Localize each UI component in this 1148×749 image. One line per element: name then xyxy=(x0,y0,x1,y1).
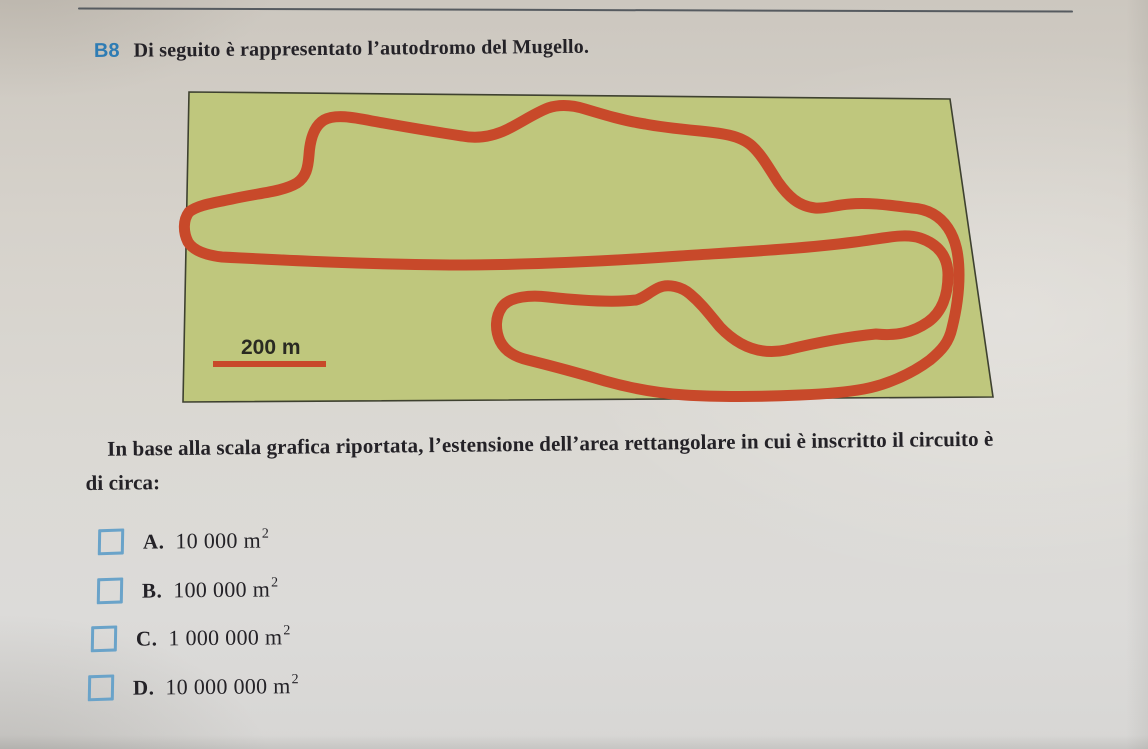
option-value-d xyxy=(165,673,298,700)
option-checkbox-d[interactable] xyxy=(88,674,114,701)
mugello-circuit-svg xyxy=(170,84,1005,410)
option-number-a: 10 000 xyxy=(175,527,238,554)
option-row-a xyxy=(98,526,269,557)
option-unit-c: m xyxy=(264,624,283,650)
page-bottom-shadow xyxy=(0,735,1148,749)
scale-label: 200 m xyxy=(241,336,301,359)
option-letter-b: B. xyxy=(141,577,163,603)
question-id: B8 xyxy=(93,39,120,62)
option-exponent-a: 2 xyxy=(261,526,270,542)
question-header xyxy=(94,32,994,63)
question-line-2: di circa: xyxy=(85,470,161,495)
option-exponent-c: 2 xyxy=(283,622,291,638)
option-exponent-b: 2 xyxy=(270,575,279,591)
option-letter-a: A. xyxy=(142,528,165,554)
page-edge-shadow xyxy=(1126,0,1148,749)
track-map-figure xyxy=(170,84,1005,410)
option-row-d xyxy=(88,671,298,703)
option-unit-d: m xyxy=(273,673,291,699)
question-intro: Di seguito è rappresentato l’autodromo del Mugello. xyxy=(133,35,590,62)
option-checkbox-c[interactable] xyxy=(91,625,117,652)
option-number-d: 10 000 000 xyxy=(165,673,268,700)
page-top-rule xyxy=(78,7,1073,12)
option-value-a xyxy=(175,528,268,555)
question-text xyxy=(85,420,1141,500)
option-letter-d: D. xyxy=(132,674,155,700)
option-letter-c: C. xyxy=(135,625,158,651)
option-value-c xyxy=(168,624,289,651)
option-number-b: 100 000 xyxy=(173,576,247,603)
option-number-c: 1 000 000 xyxy=(168,624,260,651)
option-exponent-d: 2 xyxy=(291,671,299,687)
option-checkbox-b[interactable] xyxy=(97,577,123,604)
option-unit-b: m xyxy=(252,576,271,602)
option-checkbox-a[interactable] xyxy=(98,528,124,555)
map-field xyxy=(183,92,993,402)
option-row-c xyxy=(91,622,290,654)
option-value-b xyxy=(173,576,277,603)
option-unit-a: m xyxy=(243,527,262,553)
question-line-1: In base alla scala grafica riportata, l’estensione dell’area rettangolare in cui è inscritto il circuito è xyxy=(107,426,994,461)
option-row-b xyxy=(97,574,278,606)
